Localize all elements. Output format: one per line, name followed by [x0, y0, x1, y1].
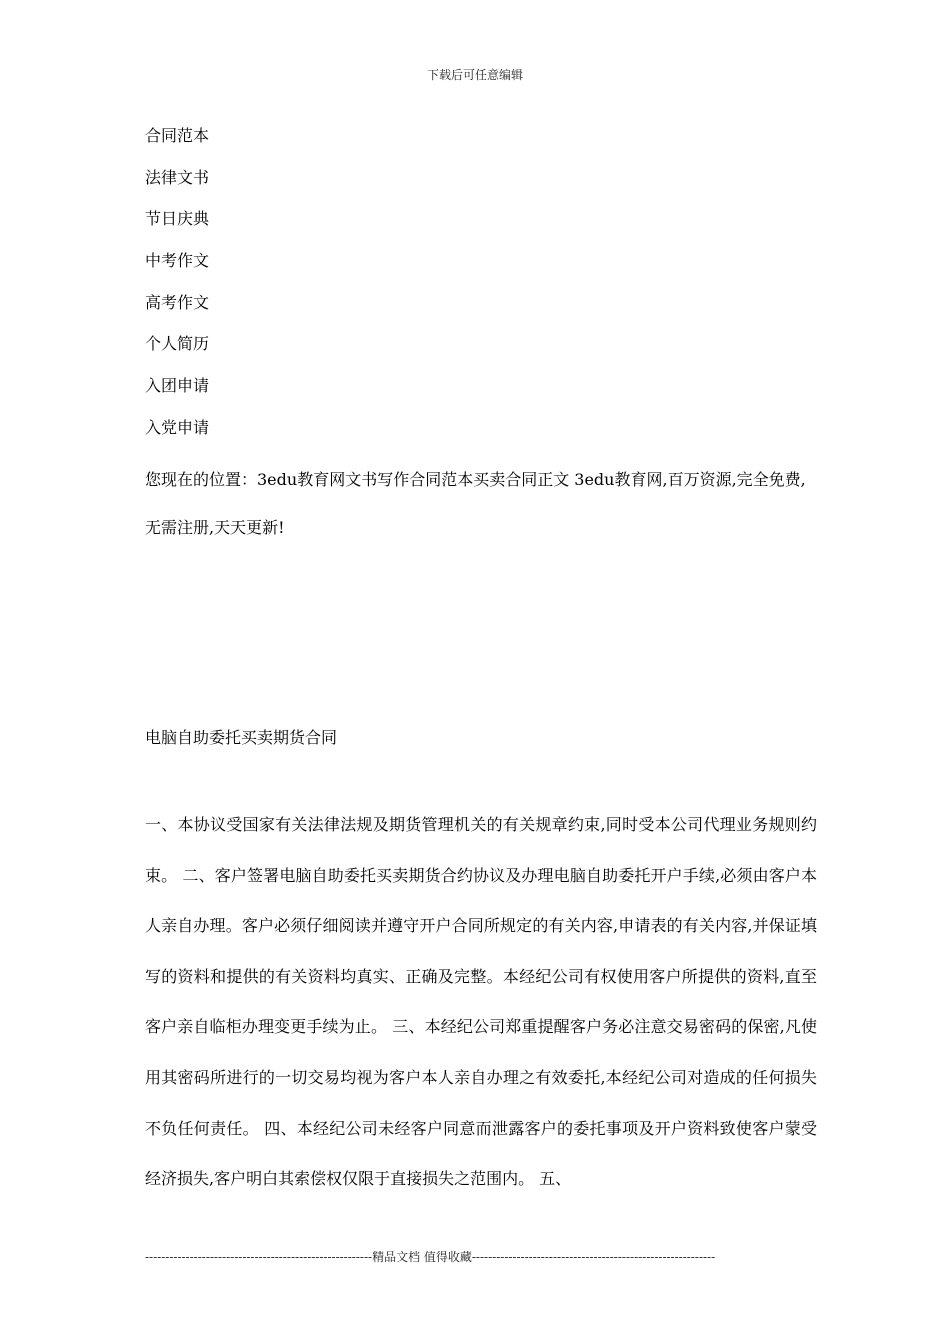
category-link-league-application[interactable]: 入团申请 — [145, 376, 210, 396]
document-body: 一、本协议受国家有关法律法规及期货管理机关的有关规章约束,同时受本公司代理业务规则约束。 二、客户签署电脑自助委托买卖期货合约协议及办理电脑自助委托开户手续,必须由客户本人亲自办理。客户必须仔细阅读并遵守开户合同所规定的有关内容,申请表的有关内容,并保证填写的资料和提供的有关资料均真实、正确及完整。本经纪公司有权使用客户所提供的资料,直至客户亲自临柜办理变更手续为止。 三、本经纪公司郑重提醒客户务必注意交易密码的保密,凡使用其密码所进行的一切交易均视为客户本人亲自办理之有效委托,本经纪公司对造成的任何损失不负任何责任。 四、本经纪公司未经客户同意而泄露客户的委托事项及开户资料致使客户蒙受经济损失,客户明白其索偿权仅限于直接损失之范围内。 五、 — [145, 815, 817, 1189]
category-link-resumes[interactable]: 个人简历 — [145, 334, 210, 354]
breadcrumb-location: 您现在的位置：3edu教育网文书写作合同范本买卖合同正文 3edu教育网,百万资源,完全免费,无需注册,天天更新! — [145, 470, 806, 537]
document-title: 电脑自助委托买卖期货合同 — [145, 728, 338, 747]
category-link-holiday-celebrations[interactable]: 节日庆典 — [145, 209, 210, 229]
category-link-contract-templates[interactable]: 合同范本 — [145, 126, 210, 145]
category-link-zhongkao-essays[interactable]: 中考作文 — [145, 251, 210, 271]
category-link-gaokao-essays[interactable]: 高考作文 — [145, 292, 210, 312]
page-footer: --------------------------------------------------------精品文档 值得收藏------------------------------------------------------------ — [145, 1250, 716, 1264]
category-link-legal-documents[interactable]: 法律文书 — [145, 167, 210, 187]
category-link-party-application[interactable]: 入党申请 — [145, 417, 210, 437]
category-link-list — [145, 124, 209, 458]
page-header: 下载后可任意编辑 — [426, 68, 523, 82]
